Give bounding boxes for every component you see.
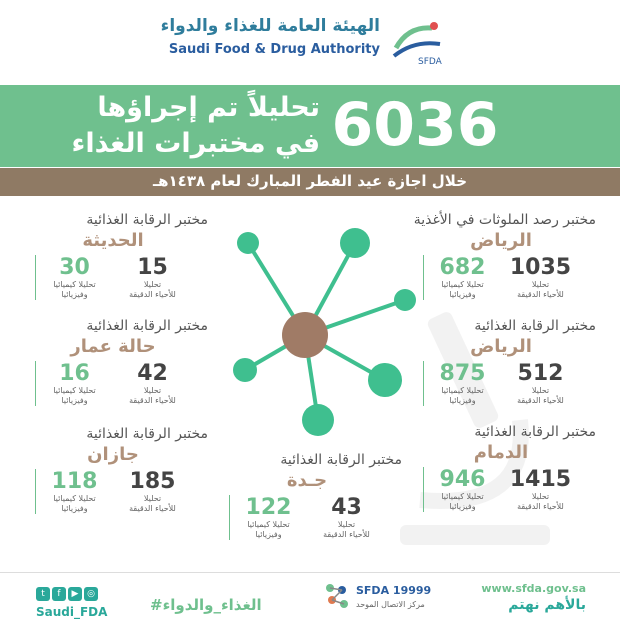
lab-title: مختبر الرقابة الغذائية xyxy=(86,318,208,334)
header xyxy=(0,0,620,72)
micro-caption: للأحياء الدقيقة xyxy=(323,530,370,539)
banner-line1: تحليلاً تم إجراؤها xyxy=(97,92,320,123)
chem-value: 875 xyxy=(439,361,486,386)
chem-stat xyxy=(423,467,502,512)
micro-stat xyxy=(502,361,580,406)
lab-title: مختبر الرقابة الغذائية xyxy=(474,318,596,334)
chem-caption: وفيزيائيا xyxy=(61,396,88,405)
micro-caption: تحليلا xyxy=(143,386,162,395)
micro-caption: للأحياء الدقيقة xyxy=(129,290,176,299)
lab-card xyxy=(212,452,402,540)
chem-caption: تحليلا كيميائيا xyxy=(441,280,484,289)
lab-card xyxy=(18,212,208,300)
micro-caption: تحليلا xyxy=(531,280,550,289)
logo-text: SFDA xyxy=(418,57,442,66)
lab-card xyxy=(18,318,208,406)
micro-caption: تحليلا xyxy=(531,492,550,501)
twitter-icon[interactable]: t xyxy=(36,587,50,601)
micro-caption: للأحياء الدقيقة xyxy=(517,290,564,299)
banner-line2: في مختبرات الغذاء xyxy=(71,128,320,159)
chem-stat xyxy=(423,255,502,300)
micro-caption: للأحياء الدقيقة xyxy=(517,396,564,405)
micro-value: 512 xyxy=(517,361,564,386)
total-number: 6036 xyxy=(331,90,499,160)
lab-stats xyxy=(406,361,596,406)
social-block xyxy=(36,585,107,619)
lab-card xyxy=(18,426,208,514)
micro-caption: تحليلا xyxy=(337,520,356,529)
website-block xyxy=(481,582,586,613)
micro-stat xyxy=(114,255,192,300)
sfda-logo-icon xyxy=(322,580,352,614)
chem-caption: تحليلا كيميائيا xyxy=(247,520,290,529)
lab-city: الحديثة xyxy=(82,230,144,251)
lab-stats xyxy=(18,255,208,300)
lab-card xyxy=(406,424,596,512)
chem-value: 118 xyxy=(51,469,98,494)
micro-caption: تحليلا xyxy=(143,494,162,503)
chem-stat xyxy=(35,255,114,300)
hashtag[interactable]: #الغذاء_والدواء xyxy=(150,596,262,614)
micro-stat xyxy=(502,467,580,512)
lab-card xyxy=(406,318,596,406)
org-name-ar: الهيئة العامة للغذاء والدواء xyxy=(160,16,380,36)
social-handle[interactable]: Saudi_FDA xyxy=(36,605,108,619)
micro-value: 1035 xyxy=(509,255,572,280)
lab-title: مختبر الرقابة الغذائية xyxy=(86,212,208,228)
lab-stats xyxy=(18,361,208,406)
chem-caption: تحليلا كيميائيا xyxy=(53,280,96,289)
chem-value: 30 xyxy=(59,255,90,280)
chem-value: 122 xyxy=(245,495,292,520)
sfda-number: SFDA 19999 xyxy=(356,584,432,597)
chem-caption: تحليلا كيميائيا xyxy=(441,386,484,395)
slogan: بالأهم نهتم xyxy=(508,597,586,613)
website-link[interactable]: www.sfda.gov.sa xyxy=(481,582,586,595)
lab-city: الرياض xyxy=(470,230,532,251)
lab-stats xyxy=(406,467,596,512)
micro-value: 15 xyxy=(137,255,168,280)
lab-title: مختبر الرقابة الغذائية xyxy=(280,452,402,468)
molecule-node xyxy=(302,404,334,436)
molecule-center-node xyxy=(282,312,328,358)
social-icons xyxy=(36,585,107,601)
chem-caption: وفيزيائيا xyxy=(449,290,476,299)
instagram-icon[interactable]: ◎ xyxy=(84,587,98,601)
chem-value: 946 xyxy=(439,467,486,492)
lab-title: مختبر رصد الملوثات في الأغذية xyxy=(413,212,596,228)
chem-caption: وفيزيائيا xyxy=(61,290,88,299)
chem-caption: وفيزيائيا xyxy=(449,502,476,511)
lab-card xyxy=(406,212,596,300)
micro-stat xyxy=(308,495,386,540)
chem-stat xyxy=(229,495,308,540)
lab-stats xyxy=(212,495,402,540)
micro-value: 185 xyxy=(129,469,176,494)
lab-title: مختبر الرقابة الغذائية xyxy=(474,424,596,440)
micro-stat xyxy=(114,361,192,406)
lab-stats xyxy=(18,469,208,514)
lab-city: الدمام xyxy=(473,442,529,463)
chem-caption: تحليلا كيميائيا xyxy=(441,492,484,501)
lab-city: الرياض xyxy=(470,336,532,357)
chem-stat xyxy=(35,469,114,514)
molecule-node xyxy=(233,358,257,382)
chem-caption: تحليلا كيميائيا xyxy=(53,386,96,395)
lab-stats xyxy=(406,255,596,300)
chem-caption: وفيزيائيا xyxy=(61,504,88,513)
micro-caption: تحليلا xyxy=(531,386,550,395)
micro-value: 1415 xyxy=(509,467,572,492)
chem-caption: وفيزيائيا xyxy=(255,530,282,539)
micro-value: 43 xyxy=(331,495,362,520)
facebook-icon[interactable]: f xyxy=(52,587,66,601)
lab-city: جازان xyxy=(87,444,139,465)
chem-value: 16 xyxy=(59,361,90,386)
micro-stat xyxy=(114,469,192,514)
sfda-logo-icon xyxy=(388,18,448,66)
chem-caption: وفيزيائيا xyxy=(449,396,476,405)
youtube-icon[interactable]: ▶ xyxy=(68,587,82,601)
lab-city: جـدة xyxy=(286,470,328,491)
lab-title: مختبر الرقابة الغذائية xyxy=(86,426,208,442)
molecule-node xyxy=(368,363,402,397)
lab-city: حالة عمار xyxy=(70,336,156,357)
subtitle-text: خلال اجازة عيد الفطر المبارك لعام ١٤٣٨هـ xyxy=(152,172,468,190)
micro-caption: للأحياء الدقيقة xyxy=(517,502,564,511)
molecule-node xyxy=(237,232,259,254)
chem-stat xyxy=(35,361,114,406)
micro-caption: للأحياء الدقيقة xyxy=(129,396,176,405)
chem-caption: تحليلا كيميائيا xyxy=(53,494,96,503)
chem-value: 682 xyxy=(439,255,486,280)
molecule-node xyxy=(340,228,370,258)
sfda-subtitle: مركز الاتصال الموحد xyxy=(356,600,425,609)
footer-divider xyxy=(0,572,620,573)
micro-stat xyxy=(502,255,580,300)
molecule-network xyxy=(190,215,430,445)
micro-caption: للأحياء الدقيقة xyxy=(129,504,176,513)
micro-caption: تحليلا xyxy=(143,280,162,289)
micro-value: 42 xyxy=(137,361,168,386)
chem-stat xyxy=(423,361,502,406)
org-name-en: Saudi Food & Drug Authority xyxy=(168,42,380,57)
